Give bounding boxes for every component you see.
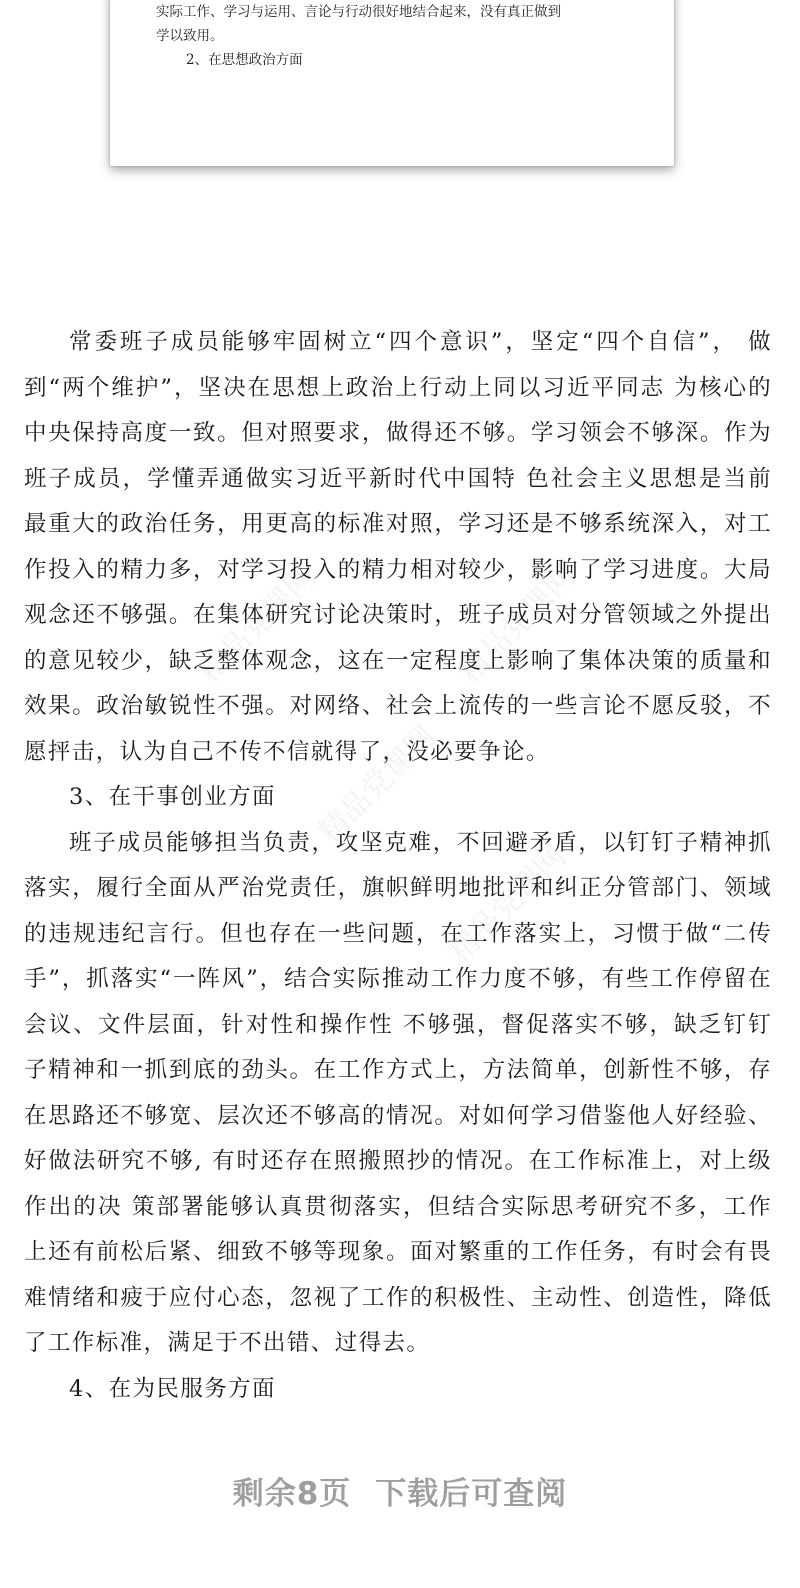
document-body — [24, 320, 772, 1412]
body-paragraph: 常委班子成员能够牢固树立“四个意识”，坚定“四个自信”， 做到“两个维护”，坚决在思想上政治上行动上同以习近平同志 为核心的中央保持高度一致。但对照要求，做得还不够。学习领会不够深。作为班子成员，学懂弄通做实习近平新时代中国特 色社会主义思想是当前最重大的政治任务，用更高的标准对照，学习还是不够系统深入，对工作投入的精力多，对学习投入的精力相对较少，影响了学习进度。大局观念还不够强。在集体研究讨论决策时，班子成员对分管领域之外提出的意见较少，缺乏整体观念，这在一定程度上影响了集体决策的质量和效果。政治敏锐性不强。对网络、社会上流传的一些言论不愿反驳，不愿抨击，认为自己不传不信就得了，没必要争论。 — [24, 329, 772, 765]
watermark: 精品党课网 — [192, 559, 323, 690]
section-heading: 4、在为民服务方面 — [69, 1375, 276, 1402]
document-preview-card — [110, 0, 674, 166]
download-to-view-label: 下载后可查阅 — [375, 1476, 568, 1512]
remaining-pages-label: 剩余8页 — [232, 1476, 352, 1512]
preview-section-heading: 2、在思想政治方面 — [186, 52, 303, 68]
preview-text — [156, 0, 636, 72]
section-heading: 3、在干事创业方面 — [69, 784, 276, 810]
download-prompt-banner[interactable] — [0, 1468, 800, 1513]
watermark: 精品党课网 — [452, 559, 583, 690]
preview-line: 实际工作、学习与运用、言论与行动很好地结合起来，没有真正做到 — [156, 4, 561, 20]
watermark: 精品党课网 — [442, 839, 573, 970]
preview-line: 学以致用。 — [156, 28, 224, 44]
watermark: 精品党课网 — [312, 719, 443, 850]
body-paragraph: 班子成员能够担当负责，攻坚克难，不回避矛盾，以钉钉子精神抓落实，履行全面从严治党责任，旗帜鲜明地批评和纠正分管部门、领域的违规违纪言行。但也存在一些问题，在工作落实上，习惯于做“二传手”，抓落实“一阵风”，结合实际推动工作力度不够，有些工作停留在会议、文件层面，针对性和操作性 不够强，督促落实不够，缺乏钉钉子精神和一抓到底的劲头。在工作方式上，方法简单，创新性不够，存在思路还不够宽、层次还不够高的情况。对如何学习借鉴他人好经验、好做法研究不够, 有时还存在照搬照抄的情况。在工作标准上，对上级作出的决 策部署能够认真贯彻落实，但结合实际思考研究不多，工作上还有前松后紧、细致不够等现象。面对繁重的工作任务，有时会有畏难情绪和疲于应付心态，忽视了工作的积极性、主动性、创造性，降低了工作标准，满足于不出错、过得去。 — [24, 829, 772, 1356]
